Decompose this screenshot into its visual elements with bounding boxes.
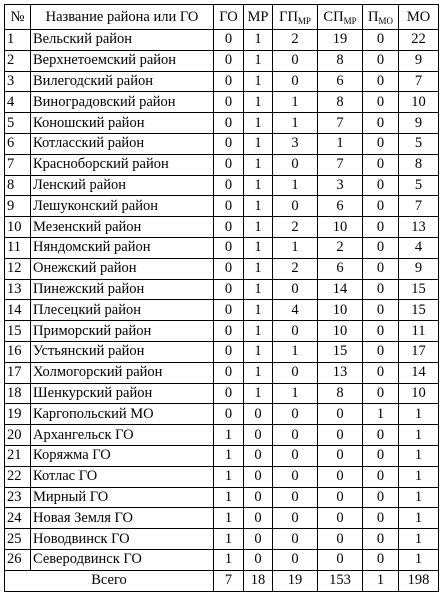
mr-count: 1	[244, 30, 273, 51]
header-sp-sub: МР	[343, 15, 357, 26]
mr-count: 1	[244, 196, 273, 217]
go-count: 0	[214, 50, 244, 71]
district-name: Холмогорский район	[31, 362, 214, 383]
mo-count: 15	[399, 279, 439, 300]
table-row	[5, 92, 439, 113]
p-count: 0	[363, 30, 399, 51]
mo-count: 9	[399, 50, 439, 71]
table-row	[5, 341, 439, 362]
go-count: 0	[214, 30, 244, 51]
municipalities-table-container	[4, 4, 439, 592]
gp-count: 2	[273, 217, 318, 238]
table-row	[5, 404, 439, 425]
sp-count: 8	[318, 50, 363, 71]
row-number: 1	[5, 30, 31, 51]
total-sp: 153	[318, 570, 363, 591]
mr-count: 1	[244, 92, 273, 113]
p-count: 0	[363, 196, 399, 217]
row-number: 21	[5, 445, 31, 466]
district-name: Виноградовский район	[31, 92, 214, 113]
sp-count: 13	[318, 362, 363, 383]
gp-count: 0	[273, 362, 318, 383]
row-number: 17	[5, 362, 31, 383]
sp-count: 0	[318, 487, 363, 508]
district-name: Онежский район	[31, 258, 214, 279]
gp-count: 0	[273, 466, 318, 487]
gp-count: 2	[273, 30, 318, 51]
row-number: 3	[5, 71, 31, 92]
total-row	[5, 570, 439, 591]
p-count: 0	[363, 383, 399, 404]
mo-count: 13	[399, 217, 439, 238]
mo-count: 1	[399, 425, 439, 446]
mo-count: 15	[399, 300, 439, 321]
row-number: 26	[5, 549, 31, 570]
sp-count: 0	[318, 549, 363, 570]
mo-count: 22	[399, 30, 439, 51]
p-count: 0	[363, 217, 399, 238]
go-count: 0	[214, 362, 244, 383]
mr-count: 0	[244, 529, 273, 550]
row-number: 13	[5, 279, 31, 300]
header-mo: МО	[399, 5, 439, 30]
go-count: 1	[214, 445, 244, 466]
district-name: Ленский район	[31, 175, 214, 196]
sp-count: 3	[318, 175, 363, 196]
district-name: Плесецкий район	[31, 300, 214, 321]
district-name: Новодвинск ГО	[31, 529, 214, 550]
p-count: 0	[363, 549, 399, 570]
go-count: 1	[214, 425, 244, 446]
district-name: Лешуконский район	[31, 196, 214, 217]
district-name: Вилегодский район	[31, 71, 214, 92]
sp-count: 19	[318, 30, 363, 51]
row-number: 9	[5, 196, 31, 217]
district-name: Архангельск ГО	[31, 425, 214, 446]
p-count: 0	[363, 279, 399, 300]
mr-count: 0	[244, 445, 273, 466]
table-row	[5, 508, 439, 529]
p-count: 0	[363, 113, 399, 134]
district-name: Новая Земля ГО	[31, 508, 214, 529]
row-number: 8	[5, 175, 31, 196]
total-label: Всего	[5, 570, 214, 591]
table-row	[5, 71, 439, 92]
p-count: 1	[363, 404, 399, 425]
mr-count: 1	[244, 237, 273, 258]
table-row	[5, 300, 439, 321]
gp-count: 1	[273, 237, 318, 258]
p-count: 0	[363, 300, 399, 321]
total-gp: 19	[273, 570, 318, 591]
sp-count: 1	[318, 133, 363, 154]
p-count: 0	[363, 508, 399, 529]
gp-count: 0	[273, 196, 318, 217]
gp-count: 0	[273, 425, 318, 446]
total-mr: 18	[244, 570, 273, 591]
sp-count: 0	[318, 508, 363, 529]
p-count: 0	[363, 466, 399, 487]
row-number: 5	[5, 113, 31, 134]
p-count: 0	[363, 362, 399, 383]
go-count: 0	[214, 383, 244, 404]
p-count: 0	[363, 445, 399, 466]
mo-count: 4	[399, 237, 439, 258]
header-go: ГО	[214, 5, 244, 30]
mo-count: 10	[399, 92, 439, 113]
p-count: 0	[363, 487, 399, 508]
go-count: 0	[214, 71, 244, 92]
p-count: 0	[363, 258, 399, 279]
go-count: 0	[214, 404, 244, 425]
table-row	[5, 549, 439, 570]
row-number: 25	[5, 529, 31, 550]
p-count: 0	[363, 321, 399, 342]
gp-count: 2	[273, 258, 318, 279]
mo-count: 10	[399, 383, 439, 404]
mo-count: 1	[399, 404, 439, 425]
table-row	[5, 466, 439, 487]
total-p: 1	[363, 570, 399, 591]
table-row	[5, 487, 439, 508]
sp-count: 7	[318, 113, 363, 134]
row-number: 22	[5, 466, 31, 487]
mo-count: 1	[399, 466, 439, 487]
header-row	[5, 5, 439, 30]
p-count: 0	[363, 341, 399, 362]
district-name: Коряжма ГО	[31, 445, 214, 466]
p-count: 0	[363, 529, 399, 550]
table-row	[5, 445, 439, 466]
gp-count: 1	[273, 175, 318, 196]
table-row	[5, 425, 439, 446]
p-count: 0	[363, 133, 399, 154]
mr-count: 0	[244, 487, 273, 508]
gp-count: 3	[273, 133, 318, 154]
mr-count: 1	[244, 258, 273, 279]
sp-count: 15	[318, 341, 363, 362]
gp-count: 0	[273, 154, 318, 175]
gp-count: 4	[273, 300, 318, 321]
header-mr: МР	[244, 5, 273, 30]
row-number: 12	[5, 258, 31, 279]
mr-count: 1	[244, 383, 273, 404]
sp-count: 0	[318, 425, 363, 446]
go-count: 0	[214, 217, 244, 238]
district-name: Мезенский район	[31, 217, 214, 238]
district-name: Красноборский район	[31, 154, 214, 175]
p-count: 0	[363, 71, 399, 92]
district-name: Северодвинск ГО	[31, 549, 214, 570]
district-name: Коношский район	[31, 113, 214, 134]
mo-count: 1	[399, 529, 439, 550]
table-row	[5, 237, 439, 258]
gp-count: 0	[273, 508, 318, 529]
mr-count: 1	[244, 341, 273, 362]
header-name: Название района или ГО	[31, 5, 214, 30]
sp-count: 0	[318, 529, 363, 550]
sp-count: 10	[318, 217, 363, 238]
p-count: 0	[363, 50, 399, 71]
sp-count: 6	[318, 196, 363, 217]
go-count: 0	[214, 237, 244, 258]
gp-count: 0	[273, 445, 318, 466]
mo-count: 11	[399, 321, 439, 342]
total-go: 7	[214, 570, 244, 591]
mr-count: 1	[244, 300, 273, 321]
table-row	[5, 113, 439, 134]
mr-count: 1	[244, 133, 273, 154]
mr-count: 0	[244, 425, 273, 446]
row-number: 11	[5, 237, 31, 258]
table-row	[5, 175, 439, 196]
go-count: 1	[214, 529, 244, 550]
gp-count: 0	[273, 321, 318, 342]
row-number: 16	[5, 341, 31, 362]
district-name: Мирный ГО	[31, 487, 214, 508]
go-count: 0	[214, 341, 244, 362]
mr-count: 0	[244, 466, 273, 487]
sp-count: 10	[318, 321, 363, 342]
go-count: 0	[214, 175, 244, 196]
mr-count: 0	[244, 508, 273, 529]
sp-count: 6	[318, 258, 363, 279]
mo-count: 7	[399, 71, 439, 92]
mr-count: 1	[244, 50, 273, 71]
gp-count: 1	[273, 113, 318, 134]
mr-count: 1	[244, 175, 273, 196]
row-number: 23	[5, 487, 31, 508]
total-mo: 198	[399, 570, 439, 591]
gp-count: 0	[273, 529, 318, 550]
header-number: №	[5, 5, 31, 30]
district-name: Котлас ГО	[31, 466, 214, 487]
mo-count: 17	[399, 341, 439, 362]
district-name: Шенкурский район	[31, 383, 214, 404]
table-row	[5, 383, 439, 404]
row-number: 15	[5, 321, 31, 342]
district-name: Устьянский район	[31, 341, 214, 362]
go-count: 1	[214, 487, 244, 508]
gp-count: 0	[273, 404, 318, 425]
mr-count: 1	[244, 279, 273, 300]
row-number: 20	[5, 425, 31, 446]
table-row	[5, 529, 439, 550]
mo-count: 7	[399, 196, 439, 217]
go-count: 0	[214, 258, 244, 279]
mr-count: 0	[244, 549, 273, 570]
header-p-sub: МО	[378, 15, 393, 26]
sp-count: 14	[318, 279, 363, 300]
p-count: 0	[363, 154, 399, 175]
district-name: Котласский район	[31, 133, 214, 154]
row-number: 10	[5, 217, 31, 238]
header-gp-sub: МР	[297, 15, 311, 26]
mr-count: 1	[244, 362, 273, 383]
sp-count: 2	[318, 237, 363, 258]
mo-count: 1	[399, 549, 439, 570]
header-gp-main: ГП	[279, 8, 298, 25]
go-count: 0	[214, 196, 244, 217]
row-number: 24	[5, 508, 31, 529]
row-number: 4	[5, 92, 31, 113]
district-name: Каргопольский МО	[31, 404, 214, 425]
gp-count: 0	[273, 279, 318, 300]
table-row	[5, 362, 439, 383]
mo-count: 5	[399, 175, 439, 196]
gp-count: 0	[273, 50, 318, 71]
district-name: Пинежский район	[31, 279, 214, 300]
row-number: 14	[5, 300, 31, 321]
gp-count: 0	[273, 549, 318, 570]
go-count: 0	[214, 300, 244, 321]
go-count: 0	[214, 113, 244, 134]
go-count: 1	[214, 549, 244, 570]
row-number: 2	[5, 50, 31, 71]
mo-count: 1	[399, 445, 439, 466]
row-number: 18	[5, 383, 31, 404]
gp-count: 1	[273, 92, 318, 113]
header-sp-main: СП	[323, 8, 344, 25]
mr-count: 1	[244, 113, 273, 134]
district-name: Приморский район	[31, 321, 214, 342]
table-row	[5, 279, 439, 300]
district-name: Вельский район	[31, 30, 214, 51]
p-count: 0	[363, 237, 399, 258]
sp-count: 6	[318, 71, 363, 92]
mr-count: 1	[244, 154, 273, 175]
table-row	[5, 321, 439, 342]
go-count: 0	[214, 92, 244, 113]
row-number: 19	[5, 404, 31, 425]
mo-count: 14	[399, 362, 439, 383]
municipalities-table	[4, 4, 439, 592]
sp-count: 7	[318, 154, 363, 175]
go-count: 0	[214, 279, 244, 300]
p-count: 0	[363, 175, 399, 196]
sp-count: 0	[318, 404, 363, 425]
table-row	[5, 50, 439, 71]
header-p-main: П	[368, 8, 379, 25]
header-gp	[273, 5, 318, 30]
p-count: 0	[363, 92, 399, 113]
mo-count: 1	[399, 487, 439, 508]
table-row	[5, 258, 439, 279]
mo-count: 9	[399, 258, 439, 279]
gp-count: 0	[273, 71, 318, 92]
mo-count: 1	[399, 508, 439, 529]
go-count: 1	[214, 466, 244, 487]
mr-count: 1	[244, 321, 273, 342]
go-count: 1	[214, 508, 244, 529]
mr-count: 0	[244, 404, 273, 425]
header-p	[363, 5, 399, 30]
go-count: 0	[214, 133, 244, 154]
gp-count: 0	[273, 487, 318, 508]
sp-count: 8	[318, 383, 363, 404]
table-row	[5, 154, 439, 175]
go-count: 0	[214, 321, 244, 342]
table-row	[5, 30, 439, 51]
sp-count: 0	[318, 466, 363, 487]
mr-count: 1	[244, 217, 273, 238]
table-row	[5, 217, 439, 238]
table-row	[5, 133, 439, 154]
table-body	[5, 30, 439, 571]
district-name: Няндомский район	[31, 237, 214, 258]
sp-count: 8	[318, 92, 363, 113]
table-row	[5, 196, 439, 217]
p-count: 0	[363, 425, 399, 446]
district-name: Верхнетоемский район	[31, 50, 214, 71]
row-number: 6	[5, 133, 31, 154]
mo-count: 8	[399, 154, 439, 175]
gp-count: 1	[273, 341, 318, 362]
header-sp	[318, 5, 363, 30]
go-count: 0	[214, 154, 244, 175]
mr-count: 1	[244, 71, 273, 92]
gp-count: 1	[273, 383, 318, 404]
row-number: 7	[5, 154, 31, 175]
mo-count: 9	[399, 113, 439, 134]
sp-count: 10	[318, 300, 363, 321]
sp-count: 0	[318, 445, 363, 466]
mo-count: 5	[399, 133, 439, 154]
